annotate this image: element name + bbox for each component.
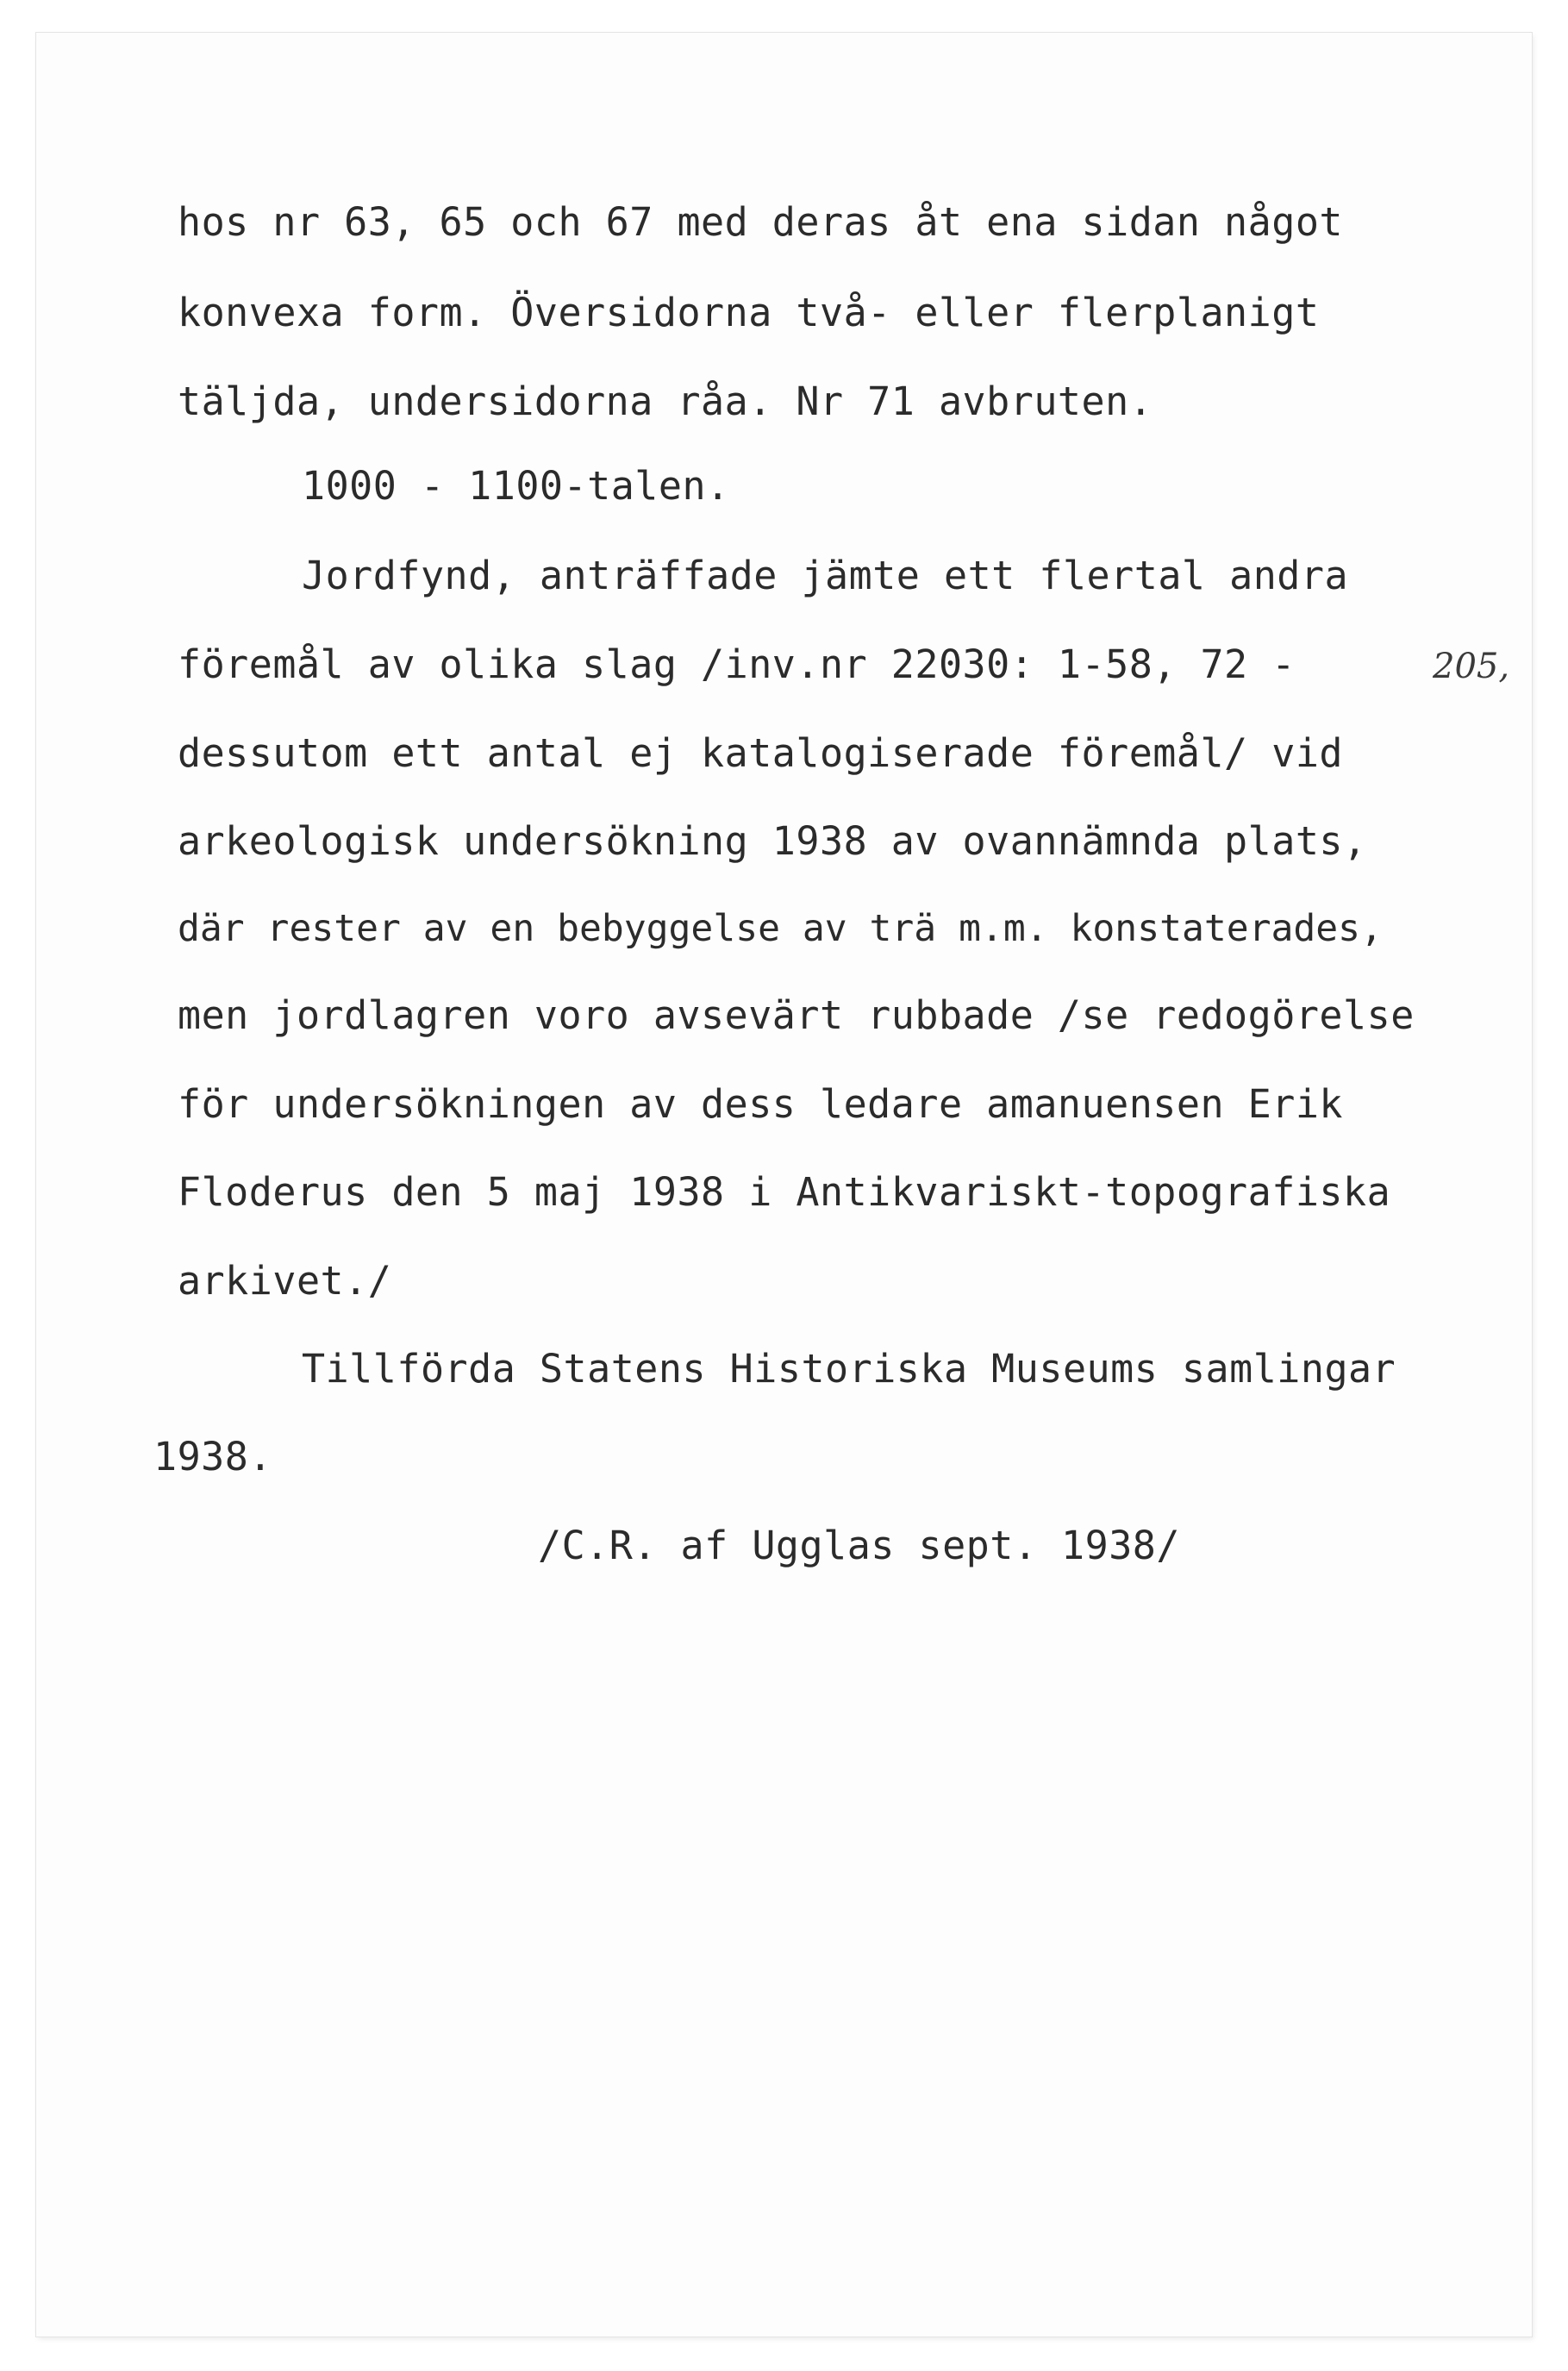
text-line-15: 1938. <box>153 1434 272 1480</box>
text-line-5: Jordfynd, anträffade jämte ett flertal andra <box>302 553 1349 598</box>
text-line-13: arkivet./ <box>178 1258 392 1304</box>
typed-page <box>36 33 1532 2337</box>
text-line-8: arkeologisk undersökning 1938 av ovannämnda plats, <box>178 818 1367 864</box>
text-line-1: hos nr 63, 65 och 67 med deras åt ena sidan något <box>178 199 1344 245</box>
text-line-7: dessutom ett antal ej katalogiserade föremål/ vid <box>178 730 1344 776</box>
text-line-2: konvexa form. Översidorna två- eller flerplanigt <box>178 290 1320 335</box>
document-sheet <box>36 33 1532 2337</box>
handwritten-number: 205, <box>1433 647 1510 686</box>
text-line-12: Floderus den 5 maj 1938 i Antikvariskt-topografiska <box>178 1169 1391 1215</box>
signature-line: /C.R. af Ugglas sept. 1938/ <box>538 1523 1180 1568</box>
text-line-4: 1000 - 1100-talen. <box>302 463 730 509</box>
text-line-6: föremål av olika slag /inv.nr 22030: 1-58, 72 - <box>178 641 1296 687</box>
text-line-10: men jordlagren voro avsevärt rubbade /se redogörelse <box>178 992 1415 1038</box>
text-line-9: där rester av en bebyggelse av trä m.m. konstaterades, <box>178 907 1383 950</box>
text-line-14: Tillförda Statens Historiska Museums samlingar <box>302 1346 1396 1392</box>
text-line-11: för undersökningen av dess ledare amanuensen Erik <box>178 1081 1344 1127</box>
text-line-3: täljda, undersidorna råa. Nr 71 avbruten. <box>178 378 1153 424</box>
